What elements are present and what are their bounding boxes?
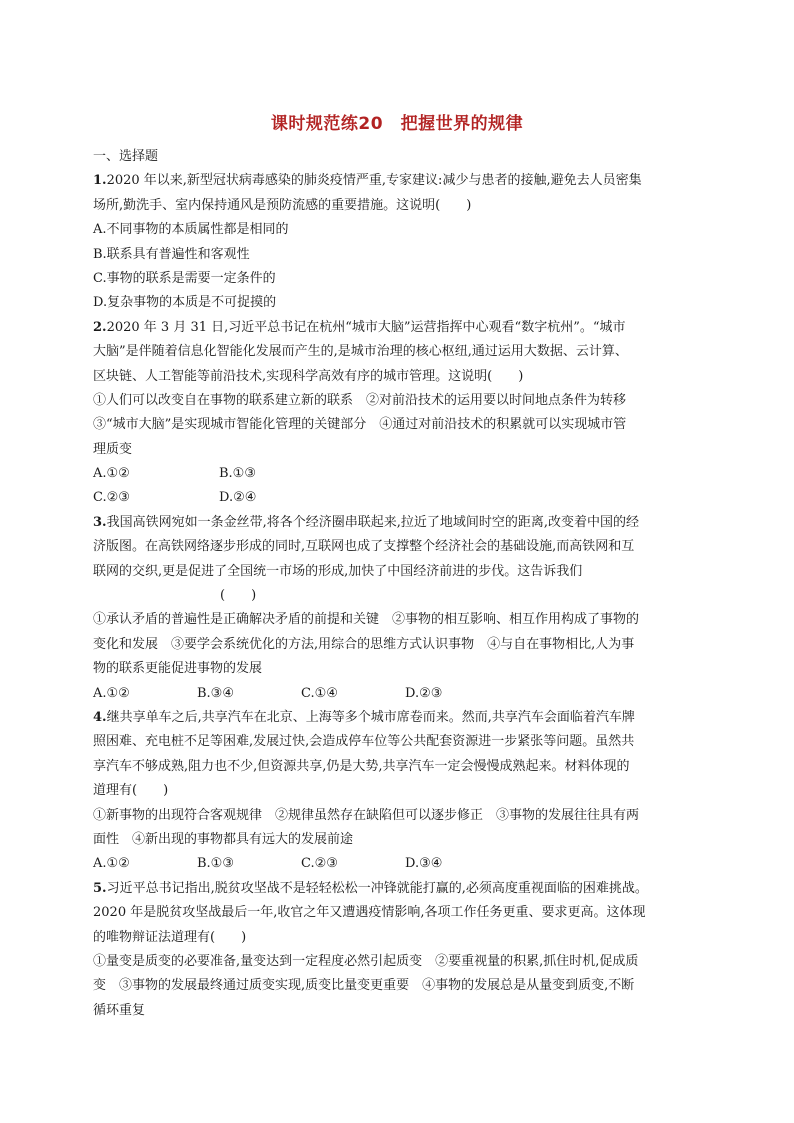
question-number: 4.	[93, 709, 107, 725]
question-3	[93, 511, 723, 706]
option-d: D.复杂事物的本质是不可捉摸的	[93, 295, 277, 311]
question-text: 场所,勤洗手、室内保持通风是预防流感的重要措施。这说明( )	[93, 197, 472, 213]
option-b: B.①③	[197, 856, 234, 872]
statement-line: 循环重复	[93, 1002, 146, 1018]
statement-line: ①承认矛盾的普遍性是正确解决矛盾的前提和关键 ②事物的相互影响、相互作用构成了事物的	[93, 612, 640, 628]
statement-line: ①人们可以改变自在事物的联系建立新的联系 ②对前沿技术的运用要以时间地点条件为转移	[93, 392, 627, 408]
document-body	[93, 145, 723, 1023]
question-text: 的唯物辩证法道理有( )	[93, 929, 247, 945]
statement-line: 变化和发展 ③要学会系统优化的方法,用综合的思维方式认识事物 ④与自在事物相比,人为事	[93, 636, 635, 652]
option-a: A.①②	[93, 466, 130, 482]
question-text: 2020 年以来,新型冠状病毒感染的肺炎疫情严重,专家建议:减少与患者的接触,避免去人员密集	[106, 173, 642, 189]
option-c: C.②③	[93, 490, 130, 506]
question-1	[93, 169, 723, 315]
statement-line: 物的联系更能促进事物的发展	[93, 661, 263, 677]
option-c: C.①④	[301, 685, 338, 701]
option-a: A.不同事物的本质属性都是相同的	[93, 222, 289, 238]
option-b: B.联系具有普遍性和客观性	[93, 246, 250, 262]
option-d: D.②④	[219, 490, 257, 506]
answer-blank: ( )	[220, 588, 257, 604]
statement-line: 理质变	[93, 441, 133, 457]
question-2	[93, 316, 723, 511]
question-text: 享汽车不够成熟,阻力也不少,但资源共享,仍是大势,共享汽车一定会慢慢成熟起来。材料体现的	[93, 758, 630, 774]
question-text: 大脑”是伴随着信息化智能化发展而产生的,是城市治理的核心枢纽,通过运用大数据、云计算、	[93, 344, 628, 360]
statement-line: ③“城市大脑”是实现城市智能化管理的关键部分 ④通过对前沿技术的积累就可以实现城市管	[93, 417, 627, 433]
statement-line: 变 ③事物的发展最终通过质变实现,质变比量变更重要 ④事物的发展总是从量变到质变,不断	[93, 978, 635, 994]
option-b: B.①③	[219, 466, 256, 482]
section-heading: 一、选择题	[93, 149, 159, 164]
question-number: 3.	[93, 514, 107, 530]
question-number: 5.	[93, 880, 107, 896]
option-d: D.②③	[405, 685, 443, 701]
option-c: C.事物的联系是需要一定条件的	[93, 270, 276, 286]
option-b: B.③④	[197, 685, 234, 701]
statement-line: 面性 ④新出现的事物都具有远大的发展前途	[93, 831, 354, 847]
question-text: 济版图。在高铁网络逐步形成的同时,互联网也成了支撑整个经济社会的基础设施,而高铁网和互	[93, 539, 635, 555]
question-text: 2020 年是脱贫攻坚战最后一年,收官之年又遭遇疫情影响,各项工作任务更重、要求更高。这体现	[93, 905, 646, 921]
option-d: D.③④	[405, 856, 443, 872]
page-title: 课时规范练20 把握世界的规律	[270, 114, 524, 134]
question-number: 2.	[93, 319, 107, 335]
question-text: 习近平总书记指出,脱贫攻坚战不是轻轻松松一冲锋就能打赢的,必须高度重视面临的困难挑战。	[106, 880, 648, 896]
question-text: 我国高铁网宛如一条金丝带,将各个经济圈串联起来,拉近了地域间时空的距离,改变着中国的经	[106, 514, 639, 530]
statement-line: ①新事物的出现符合客观规律 ②规律虽然存在缺陷但可以逐步修正 ③事物的发展往往具有两	[93, 807, 640, 823]
option-a: A.①②	[93, 685, 130, 701]
question-text: 2020 年 3 月 31 日,习近平总书记在杭州“城市大脑”运营指挥中心观看“数字杭州”。“城市	[106, 319, 626, 335]
question-text: 继共享单车之后,共享汽车在北京、上海等多个城市席卷而来。然而,共享汽车会面临着汽车牌	[106, 709, 635, 725]
statement-line: ①量变是质变的必要准备,量变达到一定程度必然引起质变 ②要重视量的积累,抓住时机,促成质	[93, 953, 639, 969]
option-a: A.①②	[93, 856, 130, 872]
question-text: 道理有( )	[93, 783, 169, 799]
question-number: 1.	[93, 173, 107, 189]
question-text: 区块链、人工智能等前沿技术,实现科学高效有序的城市管理。这说明( )	[93, 368, 524, 384]
question-4	[93, 706, 723, 877]
question-text: 联网的交织,更是促进了全国统一市场的形成,加快了中国经济前进的步伐。这告诉我们	[93, 563, 583, 579]
question-5	[93, 877, 723, 1023]
question-text: 照困难、充电桩不足等困难,发展过快,会造成停车位等公共配套资源进一步紧张等问题。虽然共	[93, 734, 635, 750]
option-c: C.②③	[301, 856, 338, 872]
